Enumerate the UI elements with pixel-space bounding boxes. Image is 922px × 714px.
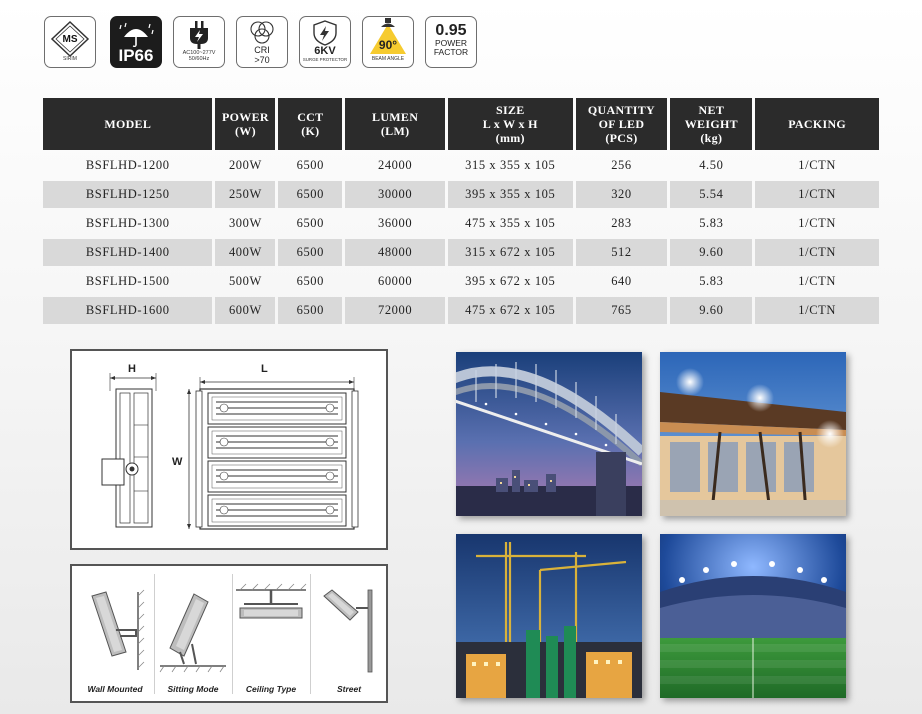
cell-lumen: 24000 xyxy=(377,158,413,172)
col-header-led-quantity: QUANTITY OF LED (PCS) xyxy=(576,98,668,150)
table-row xyxy=(43,181,879,208)
height-dimension-label: H xyxy=(128,363,136,375)
cell-lumen: 60000 xyxy=(377,274,413,288)
table-row xyxy=(43,239,879,266)
surge-caption: SURGE PROTECTOR xyxy=(302,57,348,62)
ip66-label: IP66 xyxy=(118,46,154,65)
cell-power: 500W xyxy=(228,274,262,288)
mounting-label: Ceiling Type xyxy=(245,684,297,694)
surge-protector-badge xyxy=(299,16,351,68)
umbrella-rain-icon xyxy=(116,21,156,47)
mounting-option-ceiling xyxy=(232,574,311,694)
table-row xyxy=(43,268,879,295)
cell-power: 300W xyxy=(228,216,262,230)
cell-net-weight: 5.54 xyxy=(670,181,752,208)
cri-label: CRI xyxy=(254,45,270,55)
beam-angle-badge xyxy=(362,16,414,68)
cell-size: 315 x 355 x 105 xyxy=(465,158,556,172)
cri-badge xyxy=(236,16,288,68)
cell-size: 475 x 672 x 105 xyxy=(448,297,573,324)
ceiling-mount-icon xyxy=(232,574,310,674)
mounting-label: Wall Mounted xyxy=(87,684,143,694)
cell-model: BSFLHD-1200 xyxy=(85,158,170,172)
mounting-option-sitting xyxy=(154,574,233,694)
ms-caption: SIRIM xyxy=(63,56,77,62)
cell-model: BSFLHD-1250 xyxy=(43,181,212,208)
cell-led-quantity: 256 xyxy=(611,158,632,172)
cell-power: 400W xyxy=(215,239,275,266)
cell-net-weight: 5.83 xyxy=(699,216,724,230)
spec-table xyxy=(40,96,882,326)
stadium-photo xyxy=(660,534,846,698)
col-header-size: SIZE L x W x H (mm) xyxy=(448,98,573,150)
svg-text:MS: MS xyxy=(62,34,78,45)
table-header-row xyxy=(43,98,879,150)
canopy-image xyxy=(660,352,846,516)
cell-power: 200W xyxy=(228,158,262,172)
stadium-image xyxy=(660,534,846,698)
cell-cct: 6500 xyxy=(296,158,325,172)
col-header-model: MODEL xyxy=(43,98,212,150)
cell-model: BSFLHD-1400 xyxy=(43,239,212,266)
dimension-drawing xyxy=(70,349,388,550)
table-row xyxy=(43,297,879,324)
cell-led-quantity: 640 xyxy=(611,274,632,288)
bridge-image xyxy=(456,352,642,516)
cell-size: 315 x 672 x 105 xyxy=(448,239,573,266)
cell-net-weight: 5.83 xyxy=(699,274,724,288)
svg-text:90°: 90° xyxy=(378,38,398,52)
table-row xyxy=(43,152,879,179)
shield-bolt-icon xyxy=(310,20,340,46)
cell-packing: 1/CTN xyxy=(755,239,879,266)
crane-image xyxy=(456,534,642,698)
cell-net-weight: 9.60 xyxy=(670,239,752,266)
sitting-mount-icon xyxy=(154,574,232,674)
cell-packing: 1/CTN xyxy=(798,274,836,288)
cell-size: 395 x 355 x 105 xyxy=(448,181,573,208)
bridge-photo xyxy=(456,352,642,516)
cell-net-weight: 9.60 xyxy=(670,297,752,324)
input-frequency: 50/60Hz xyxy=(188,56,210,62)
cri-value: >70 xyxy=(254,55,270,65)
cell-power: 250W xyxy=(215,181,275,208)
cell-cct: 6500 xyxy=(278,181,342,208)
col-header-net-weight: NET WEIGHT (kg) xyxy=(670,98,752,150)
cell-cct: 6500 xyxy=(296,216,325,230)
power-input-badge xyxy=(173,16,225,68)
cell-size: 395 x 672 x 105 xyxy=(465,274,556,288)
power-factor-label-2: FACTOR xyxy=(433,47,469,57)
street-mount-icon xyxy=(310,574,388,674)
cell-model: BSFLHD-1600 xyxy=(43,297,212,324)
construction-photo xyxy=(456,534,642,698)
floodlight-dimension-svg xyxy=(72,351,386,548)
cell-led-quantity: 320 xyxy=(576,181,668,208)
cell-packing: 1/CTN xyxy=(755,297,879,324)
cell-lumen: 36000 xyxy=(377,216,413,230)
power-plug-icon xyxy=(179,20,219,50)
col-header-lumen: LUMEN (LM) xyxy=(345,98,445,150)
cell-cct: 6500 xyxy=(278,297,342,324)
cell-led-quantity: 283 xyxy=(611,216,632,230)
cri-rings-icon xyxy=(244,20,280,46)
mounting-label: Street xyxy=(336,684,362,694)
col-header-cct: CCT (K) xyxy=(278,98,342,150)
cell-packing: 1/CTN xyxy=(755,181,879,208)
cell-lumen: 48000 xyxy=(345,239,445,266)
power-factor-value: 0.95 xyxy=(435,22,467,39)
input-voltage: AC100~277V xyxy=(182,50,216,56)
ip66-badge xyxy=(110,16,162,68)
cell-cct: 6500 xyxy=(278,239,342,266)
cell-power: 600W xyxy=(215,297,275,324)
cell-led-quantity: 765 xyxy=(576,297,668,324)
cell-lumen: 72000 xyxy=(345,297,445,324)
col-header-power: POWER (W) xyxy=(215,98,275,150)
width-dimension-label: W xyxy=(172,456,183,468)
wall-mount-icon xyxy=(76,574,154,674)
mounting-option-wall xyxy=(76,574,155,694)
cell-cct: 6500 xyxy=(296,274,325,288)
cell-packing: 1/CTN xyxy=(798,158,836,172)
col-header-packing: PACKING xyxy=(755,98,879,150)
table-row xyxy=(43,210,879,237)
cell-net-weight: 4.50 xyxy=(699,158,724,172)
mounting-option-street xyxy=(310,574,388,694)
length-dimension-label: L xyxy=(261,363,268,375)
beam-lamp-icon xyxy=(364,18,412,56)
surge-value: 6KV xyxy=(314,45,336,57)
mounting-options xyxy=(70,564,388,703)
ms-certification-icon xyxy=(50,20,90,58)
mounting-label: Sitting Mode xyxy=(167,684,219,694)
power-factor-badge xyxy=(425,16,477,68)
beam-caption: BEAM ANGLE xyxy=(371,56,405,62)
cell-size: 475 x 355 x 105 xyxy=(465,216,556,230)
cell-model: BSFLHD-1300 xyxy=(85,216,170,230)
ms-certification-badge xyxy=(44,16,96,68)
cell-lumen: 30000 xyxy=(345,181,445,208)
cell-model: BSFLHD-1500 xyxy=(85,274,170,288)
building-photo xyxy=(660,352,846,516)
cell-packing: 1/CTN xyxy=(798,216,836,230)
power-factor-label-1: POWER xyxy=(434,38,468,48)
cell-led-quantity: 512 xyxy=(576,239,668,266)
